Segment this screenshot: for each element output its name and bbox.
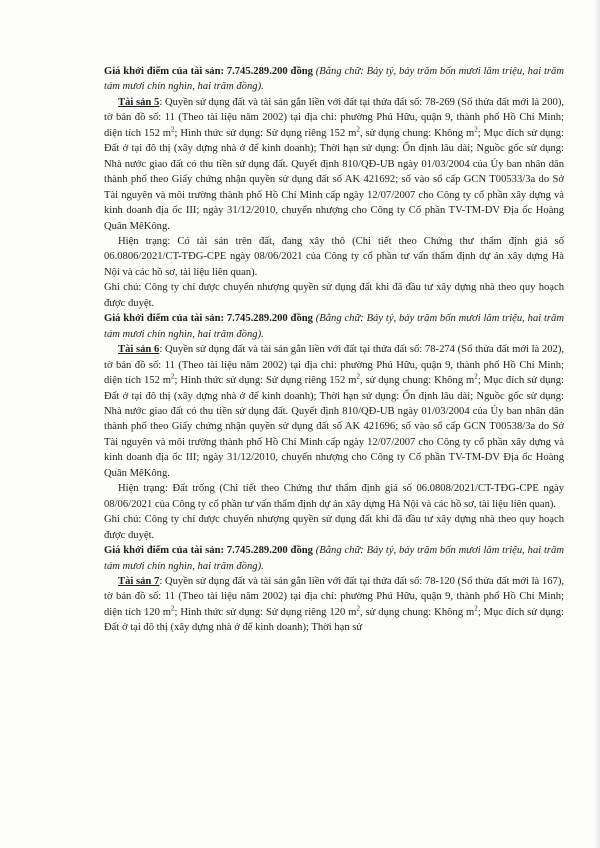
price-in-words: (Bằng chữ: Bảy tỷ, bảy trăm bốn mươi lăm triệu, hai trăm tám mươi chín nghìn, hai trăm đồng).	[104, 545, 565, 572]
starting-price-paragraph	[104, 64, 564, 95]
asset-5-status: Hiện trạng: Có tài sản trên đất, đang xây thô (Chi tiết theo Chứng thư thẩm định giá số 06.0806/2021/CT-TĐG-CPE ngày 08/06/2021 của Công ty cổ phần tư vấn thẩm định dự án xây dựng Hà Nội và các hồ sơ, tài liệu liên quan).	[104, 235, 564, 278]
asset-7-description: Tài sản 7: Quyền sử dụng đất và tài sản gắn liền với đất tại thửa đất số: 78-120 (Số thửa đất mới là 167), tờ bản đồ số: 11 (Theo tài liệu năm 2002) tại địa chỉ: phường Phú Hữu, quận 9, thành phố Hồ Chí Minh; diện tích 120 $m^2$; Hình thức sử dụng: Sử dụng riêng 120 $m^2$, sử dụng chung: Không $m^2$; Mục đích sử dụng: Đất ở tại đô thị (xây dựng nhà ở để kinh doanh); Thời hạn sử	[104, 575, 564, 634]
asset-6-note: Ghi chú: Công ty chỉ được chuyển nhượng quyền sử dụng đất khi đã đầu tư xây dựng nhà theo quy hoạch được duyệt.	[104, 514, 564, 541]
scan-edge-shadow	[594, 0, 600, 848]
starting-price-paragraph	[104, 543, 564, 574]
price-in-words: (Bằng chữ: Bảy tỷ, bảy trăm bốn mươi lăm triệu, hai trăm tám mươi chín nghìn, hai trăm đồng).	[104, 66, 565, 93]
starting-price-paragraph	[104, 311, 564, 342]
asset-5-title: Tài sản 5	[118, 96, 160, 108]
asset-7-title: Tài sản 7	[118, 575, 160, 587]
asset-6-description: Tài sản 6: Quyền sử dụng đất và tài sản gắn liền với đất tại thửa đất số: 78-274 (Số thửa đất mới là 202), tờ bản đồ số: 11 (Theo tài liệu năm 2002) tại địa chỉ: phường Phú Hữu, quận 9, thành phố Hồ Chí Minh; diện tích 152 $m^2$; Hình thức sử dụng: Sử dụng riêng 152 $m^2$, sử dụng chung: Không $m^2$; Mục đích sử dụng: Đất ở tại đô thị (xây dựng nhà ở để kinh doanh); Thời hạn sử dụng: Ổn định lâu dài; Nguồc gốc sử dụng: Nhà nước giao đất có thu tiền sử dụng đất. Quyết định 810/QĐ-UB ngày 01/03/2004 của Ủy ban nhân dân thành phố theo Giấy chứng nhận quyền sử dụng đất số AK 421696; số vào sổ cấp GCN T00538/3a do Sở Tài nguyên và môi trường thành phố Hồ Chí Minh cấp ngày 12/07/2007 cho Công ty cổ phần xây dựng và kinh doanh địa ốc III; ngày 31/12/2010, chuyển nhượng cho Công ty Cổ phần TV-TM-DV Địa ốc Hoàng Quân MêKông.	[104, 344, 564, 479]
starting-price-label: Giá khởi điểm của tài sản: 7.745.289.200 đồng	[104, 66, 313, 77]
starting-price-label: Giá khởi điểm của tài sản: 7.745.289.200 đồng	[104, 313, 313, 325]
price-in-words: (Bằng chữ: Bảy tỷ, bảy trăm bốn mươi lăm triệu, hai trăm tám mươi chín nghìn, hai trăm đồng).	[104, 313, 565, 340]
asset-6-status: Hiện trạng: Đất trống (Chi tiết theo Chứng thư thẩm định giá số 06.0808/2021/CT-TĐG-CPE ngày 08/06/2021 của Công ty cổ phần tư vấn thẩm định dự án xây dựng Hà Nội và các hồ sơ, tài liệu liên quan).	[104, 483, 564, 510]
asset-6-title: Tài sản 6	[118, 344, 160, 356]
asset-5-note: Ghi chú: Công ty chỉ được chuyển nhượng quyền sử dụng đất khi đã đầu tư xây dựng nhà theo quy hoạch được duyệt.	[104, 282, 564, 309]
document-body	[104, 64, 564, 636]
asset-5-description: Tài sản 5: Quyền sử dụng đất và tài sản gắn liền với đất tại thửa đất số: 78-269 (Số thửa đất mới là 200), tờ bản đồ số: 11 (Theo tài liệu năm 2002) tại địa chỉ: phường Phú Hữu, quận 9, thành phố Hồ Chí Minh; diện tích 152 $m^2$; Hình thức sử dụng: Sử dụng riêng 152 $m^2$, sử dụng chung: Không $m^2$; Mục đích sử dụng: Đất ở tại đô thị (xây dựng nhà ở để kinh doanh); Thời hạn sử dụng: Ổn định lâu dài; Nguồc gốc sử dụng: Nhà nước giao đất có thu tiền sử dụng đất. Quyết định 810/QĐ-UB ngày 01/03/2004 của Ủy ban nhân dân thành phố theo Giấy chứng nhận quyền sử dụng đất số AK 421692; số vào sổ cấp GCN T00533/3a do Sở Tài nguyên và môi trường thành phố Hồ Chí Minh cấp ngày 12/07/2007 cho Công ty cổ phần xây dựng và kinh doanh địa ốc III; ngày 31/12/2010, chuyển nhượng cho Công ty Cổ phần TV-TM-DV Địa ốc Hoàng Quân MêKông.	[104, 96, 564, 232]
starting-price-label: Giá khởi điểm của tài sản: 7.745.289.200 đồng	[104, 545, 313, 557]
